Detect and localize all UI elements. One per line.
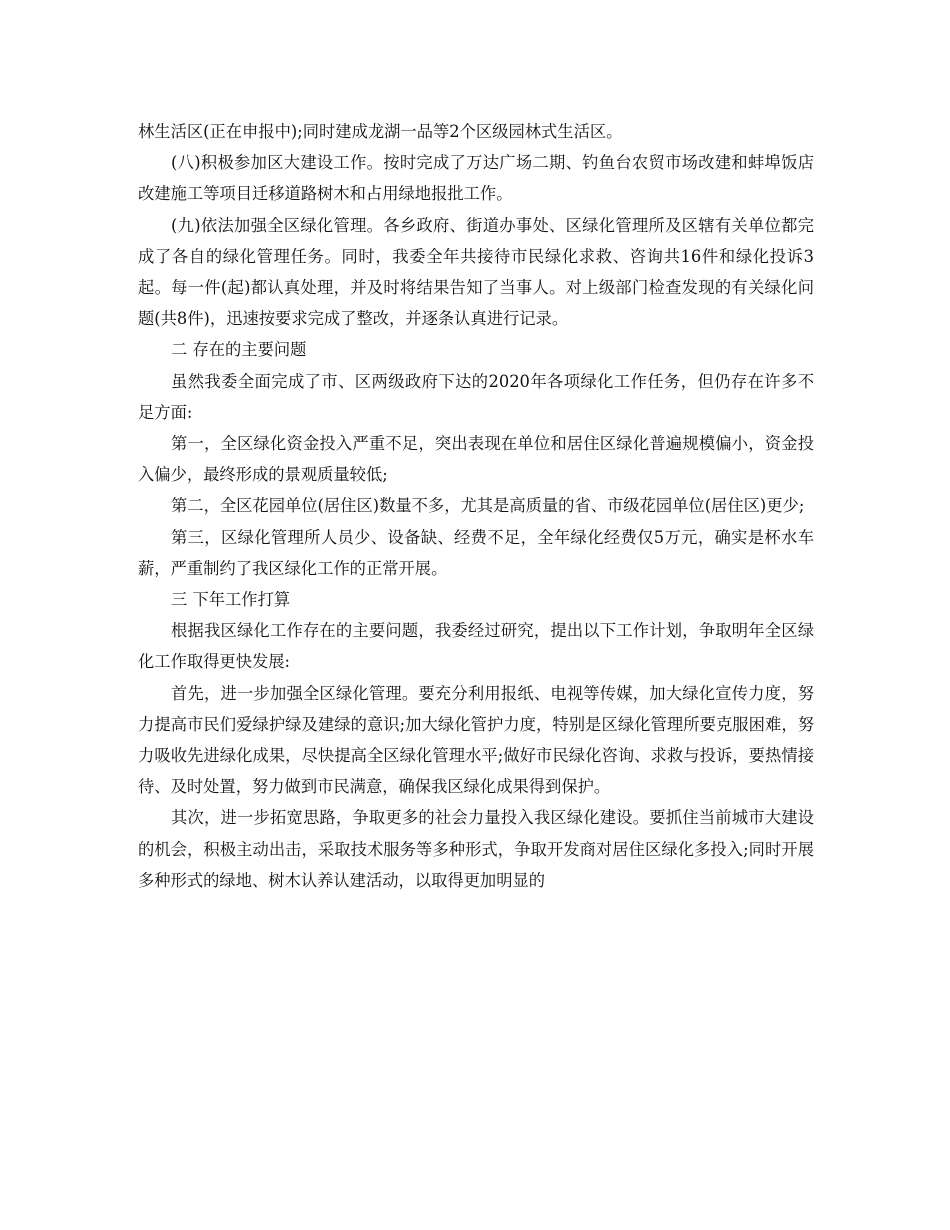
paragraph-3: (九)依法加强全区绿化管理。各乡政府、街道办事处、区绿化管理所及区辖有关单位都完成了各自的绿化管理任务。同时，我委全年共接待市民绿化求救、咨询共16件和绿化投诉3起。每一件(起)都认真处理，并及时将结果告知了当事人。对上级部门检查发现的有关绿化问题(共8件)，迅速按要求完成了整改，并逐条认真进行记录。 bbox=[138, 215, 814, 329]
paragraph-1: 林生活区(正在申报中);同时建成龙湖一品等2个区级园林式生活区。 bbox=[138, 122, 623, 141]
paragraph-11: 首先，进一步加强全区绿化管理。要充分利用报纸、电视等传媒，加大绿化宣传力度，努力提高市民们爱绿护绿及建绿的意识;加大绿化管护力度，特别是区绿化管理所要克服困难，努力吸收先进绿化成果，尽快提高全区绿化管理水平;做好市民绿化咨询、求救与投诉，要热情接待、及时处置，努力做到市民满意，确保我区绿化成果得到保护。 bbox=[138, 683, 814, 797]
paragraph-8: 第三，区绿化管理所人员少、设备缺、经费不足，全年绿化经费仅5万元，确实是杯水车薪，严重制约了我区绿化工作的正常开展。 bbox=[138, 527, 814, 578]
paragraph-10: 根据我区绿化工作存在的主要问题，我委经过研究，提出以下工作计划，争取明年全区绿化工作取得更快发展: bbox=[138, 621, 814, 672]
paragraph-7: 第二，全区花园单位(居住区)数量不多，尤其是高质量的省、市级花园单位(居住区)更少; bbox=[171, 496, 805, 516]
document-body bbox=[138, 116, 814, 896]
paragraph-12: 其次，进一步拓宽思路，争取更多的社会力量投入我区绿化建设。要抓住当前城市大建设的机会，积极主动出击，采取技术服务等多种形式，争取开发商对居住区绿化多投入;同时开展多种形式的绿地、树木认养认建活动，以取得更加明显的 bbox=[138, 808, 814, 890]
paragraph-2: (八)积极参加区大建设工作。按时完成了万达广场二期、钓鱼台农贸市场改建和蚌埠饭店改建施工等项目迁移道路树木和占用绿地报批工作。 bbox=[138, 153, 814, 204]
paragraph-5: 虽然我委全面完成了市、区两级政府下达的2020年各项绿化工作任务，但仍存在许多不足方面: bbox=[138, 371, 814, 422]
section-heading-2: 二 存在的主要问题 bbox=[171, 340, 307, 360]
paragraph-6: 第一，全区绿化资金投入严重不足，突出表现在单位和居住区绿化普遍规模偏小，资金投入偏少，最终形成的景观质量较低; bbox=[138, 434, 814, 485]
section-heading-3: 三 下年工作打算 bbox=[171, 590, 291, 610]
